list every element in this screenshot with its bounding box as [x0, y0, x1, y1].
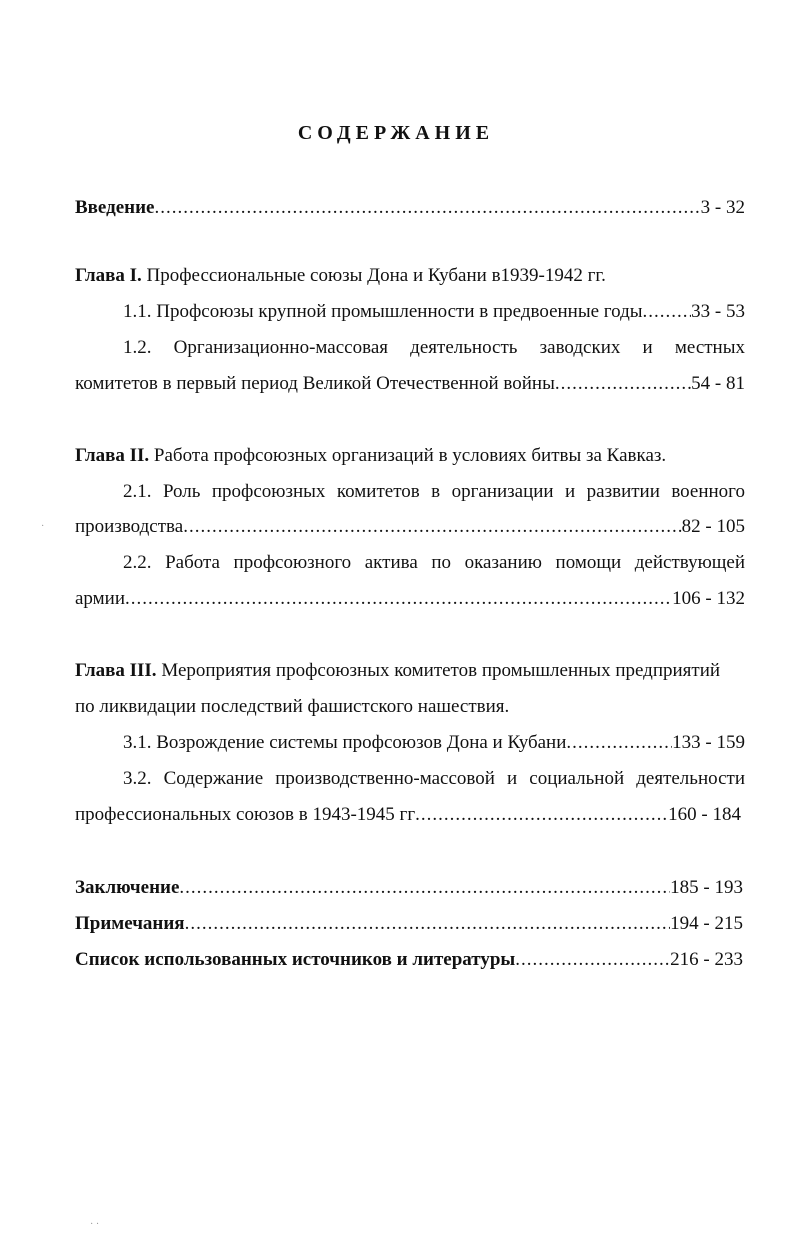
- toc-label: 3.1. Возрождение системы профсоюзов Дона и Кубани: [123, 732, 567, 753]
- toc-label: профессиональных союзов в 1943-1945 гг: [75, 804, 416, 825]
- scan-speck: ·: [41, 521, 45, 532]
- leader-dots: [415, 801, 668, 829]
- leader-dots: [566, 729, 672, 757]
- chapter-number: Глава I.: [75, 265, 142, 286]
- chapter-heading-3-line2: по ликвидации последствий фашистского нашествия.: [75, 696, 510, 717]
- toc-pages: 33 - 53: [691, 301, 745, 322]
- toc-pages: 160 - 184: [668, 804, 741, 825]
- leader-dots: [155, 194, 701, 222]
- toc-label: производства: [75, 516, 184, 537]
- scan-speck: · ·: [90, 1219, 100, 1230]
- leader-dots: [185, 910, 671, 938]
- leader-dots: [555, 370, 691, 398]
- chapter-title: Профессиональные союзы Дона и Кубани в1939-1942 гг.: [146, 265, 606, 286]
- leader-dots: [183, 513, 681, 541]
- toc-label: комитетов в первый период Великой Отечественной войны: [75, 373, 555, 394]
- toc-label: Заключение: [75, 877, 180, 898]
- chapter-title: Мероприятия профсоюзных комитетов промышленных предприятий: [161, 660, 721, 681]
- toc-label: Список использованных источников и литературы: [75, 949, 516, 970]
- chapter-number: Глава III.: [75, 660, 157, 681]
- toc-pages: 185 - 193: [670, 877, 743, 898]
- toc-label: Примечания: [75, 913, 185, 934]
- toc-entry-2-1-line1: 2.1. Роль профсоюзных комитетов в организации и развитии военного: [123, 481, 745, 502]
- toc-pages: 216 - 233: [670, 949, 743, 970]
- toc-entry-intro: [75, 194, 745, 222]
- chapter-number: Глава II.: [75, 445, 150, 466]
- toc-entry-sources: [75, 946, 743, 974]
- toc-entry-2-2-line1: 2.2. Работа профсоюзного актива по оказанию помощи действующей: [123, 552, 745, 573]
- toc-pages: 194 - 215: [670, 913, 743, 934]
- leader-dots: [179, 874, 670, 902]
- toc-entry-notes: [75, 910, 743, 938]
- toc-label: Введение: [75, 197, 155, 218]
- toc-entry-2-2-line2: [75, 585, 745, 613]
- toc-pages: 3 - 32: [700, 197, 745, 218]
- toc-label: армии: [75, 588, 126, 609]
- toc-pages: 82 - 105: [681, 516, 745, 537]
- toc-entry-1-2-line2: [75, 370, 745, 398]
- toc-entry-3-2-line1: 3.2. Содержание производственно-массовой и социальной деятельности: [123, 768, 745, 789]
- toc-entry-1-1: [123, 298, 745, 326]
- leader-dots: [643, 298, 692, 326]
- toc-entry-3-1: [123, 729, 745, 757]
- chapter-heading-3: [75, 657, 745, 685]
- toc-entry-3-2-line2: [75, 801, 741, 829]
- toc-pages: 106 - 132: [672, 588, 745, 609]
- leader-dots: [515, 946, 670, 974]
- chapter-heading-1: [75, 262, 745, 290]
- toc-entry-1-2-line1: 1.2. Организационно-массовая деятельность заводских и местных: [123, 337, 745, 358]
- toc-label: 1.1. Профсоюзы крупной промышленности в предвоенные годы: [123, 301, 643, 322]
- toc-entry-2-1-line2: [75, 513, 745, 541]
- leader-dots: [125, 585, 672, 613]
- toc-pages: 54 - 81: [691, 373, 745, 394]
- chapter-heading-2: [75, 442, 745, 470]
- chapter-title: Работа профсоюзных организаций в условиях битвы за Кавказ.: [153, 445, 667, 466]
- toc-pages: 133 - 159: [672, 732, 745, 753]
- toc-entry-conclusion: [75, 874, 743, 902]
- page-title: СОДЕРЖАНИЕ: [297, 122, 495, 144]
